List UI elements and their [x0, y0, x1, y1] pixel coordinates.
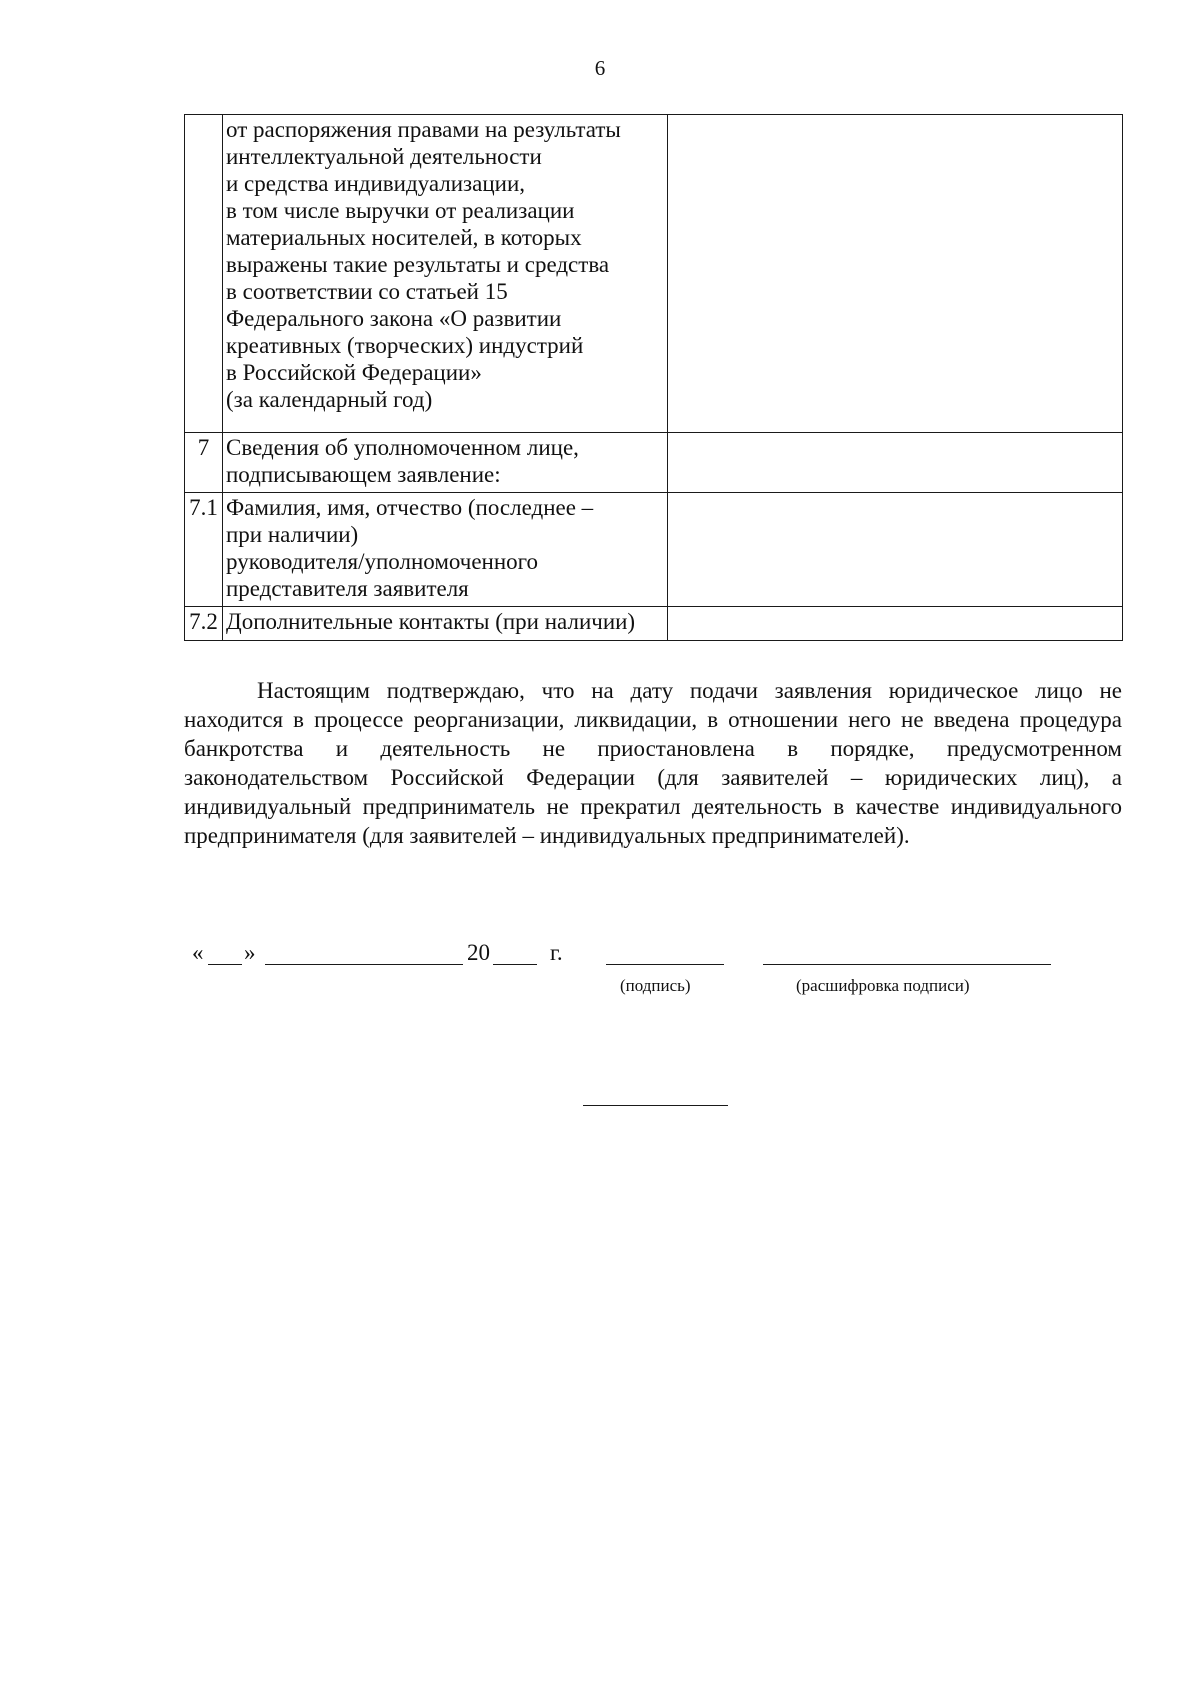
- date-day-blank[interactable]: [208, 964, 242, 965]
- date-year-prefix: 20: [467, 940, 490, 965]
- confirmation-paragraph: Настоящим подтверждаю, что на дату подачи заявления юридическое лицо не находится в процессе реорганизации, ликвидации, в отношении него не введена процедура банкротства и деятельность не приостановлена в порядке, предусмотренном законодательством Российской Федерации (для заявителей – юридических лиц), а индивидуальный предприниматель не прекратил деятельность в качестве индивидуального предпринимателя (для заявителей – индивидуальных предпринимателей).: [184, 678, 1122, 848]
- signature-decode-line[interactable]: [763, 964, 1051, 965]
- end-of-document-rule: [583, 1105, 728, 1106]
- row-value-field[interactable]: [668, 115, 1123, 433]
- row-value-field[interactable]: [668, 607, 1123, 641]
- signature-decode-caption: (расшифровка подписи): [796, 976, 970, 995]
- table-row-full-name: [185, 493, 1123, 607]
- table-row-authorized-person: [185, 433, 1123, 493]
- row-number-cell: 7: [185, 433, 223, 493]
- date-quote-close: »: [244, 940, 256, 965]
- row-number-cell: 7.2: [185, 607, 223, 641]
- row-value-field[interactable]: [668, 493, 1123, 607]
- row-label-cell: Фамилия, имя, отчество (последнее – при наличии) руководителя/уполномоченного представителя заявителя: [223, 493, 668, 607]
- row-number-cell: 7.1: [185, 493, 223, 607]
- application-form-table: [184, 114, 1123, 641]
- row-value-field[interactable]: [668, 433, 1123, 493]
- signature-caption: (подпись): [620, 976, 691, 995]
- signature-line[interactable]: [606, 964, 724, 965]
- row-label-cell: Сведения об уполномоченном лице, подписывающем заявление:: [223, 433, 668, 493]
- date-year-blank[interactable]: [493, 964, 537, 965]
- date-quote-open: «: [192, 940, 204, 965]
- date-year-suffix: г.: [550, 940, 563, 965]
- date-month-blank[interactable]: [265, 964, 463, 965]
- row-label-cell: от распоряжения правами на результаты интеллектуальной деятельности и средства индивидуализации, в том числе выручки от реализации материальных носителей, в которых выражены такие результаты и средства в соответствии со статьей 15 Федерального закона «О развитии креативных (творческих) индустрий в Российской Федерации» (за календарный год): [223, 115, 668, 433]
- row-number-cell: [185, 115, 223, 433]
- page-number: 6: [594, 56, 606, 80]
- signature-block: [184, 940, 1122, 1010]
- table-row-additional-contacts: [185, 607, 1123, 641]
- row-label-cell: Дополнительные контакты (при наличии): [223, 607, 668, 641]
- table-row-intellectual-property-revenue: [185, 115, 1123, 433]
